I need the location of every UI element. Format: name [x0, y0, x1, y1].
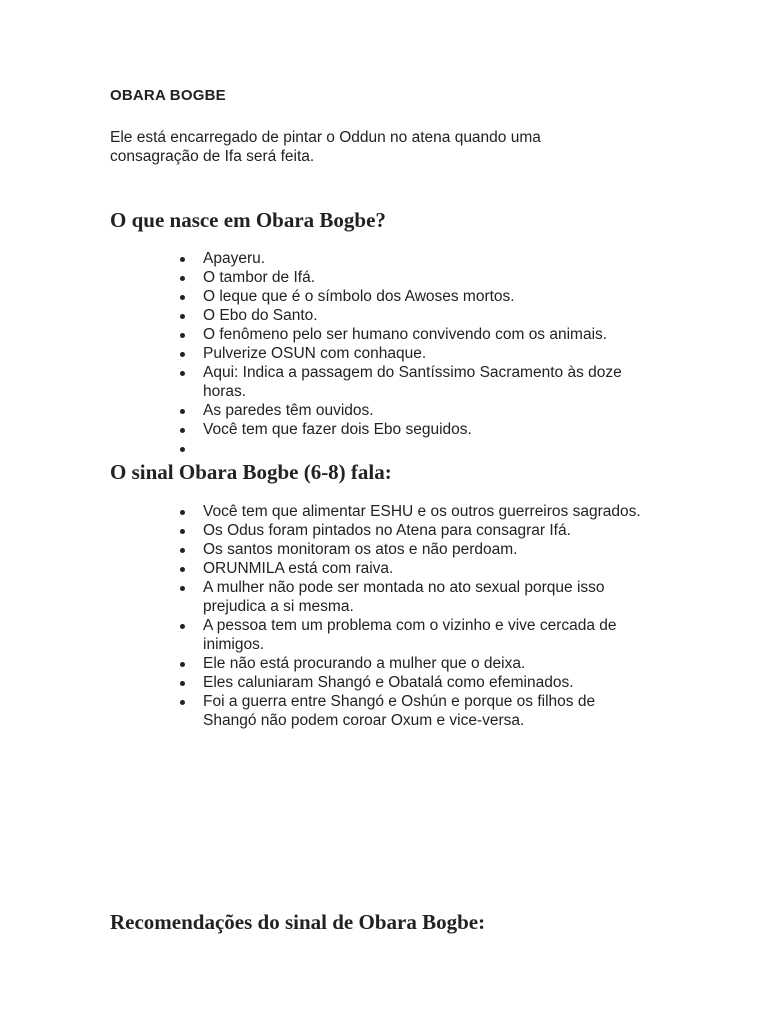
what-is-born-list — [178, 249, 648, 458]
list-item: Os Odus foram pintados no Atena para consagrar Ifá. — [178, 521, 648, 540]
list-item: Você tem que fazer dois Ebo seguidos. — [178, 420, 648, 439]
list-item: Os santos monitoram os atos e não perdoam. — [178, 540, 648, 559]
list-item: Ele não está procurando a mulher que o deixa. — [178, 654, 648, 673]
list-item: O Ebo do Santo. — [178, 306, 648, 325]
list-item: Você tem que alimentar ESHU e os outros guerreiros sagrados. — [178, 502, 648, 521]
list-item: Eles caluniaram Shangó e Obatalá como efeminados. — [178, 673, 648, 692]
document-title: OBARA BOGBE — [110, 87, 226, 104]
list-item: O leque que é o símbolo dos Awoses mortos. — [178, 287, 648, 306]
list-item: O tambor de Ifá. — [178, 268, 648, 287]
section-heading-what-is-born: O que nasce em Obara Bogbe? — [110, 208, 386, 232]
list-item: Apayeru. — [178, 249, 648, 268]
list-item: Pulverize OSUN com conhaque. — [178, 344, 648, 363]
list-item: ORUNMILA está com raiva. — [178, 559, 648, 578]
section-heading-sign-speaks: O sinal Obara Bogbe (6-8) fala: — [110, 460, 392, 484]
list-item: A mulher não pode ser montada no ato sexual porque isso prejudica a si mesma. — [178, 578, 648, 616]
list-item: A pessoa tem um problema com o vizinho e vive cercada de inimigos. — [178, 616, 648, 654]
list-item: Aqui: Indica a passagem do Santíssimo Sacramento às doze horas. — [178, 363, 648, 401]
list-item: O fenômeno pelo ser humano convivendo com os animais. — [178, 325, 648, 344]
intro-paragraph: Ele está encarregado de pintar o Oddun no atena quando uma consagração de Ifa será feita. — [110, 129, 541, 165]
sign-speaks-list — [178, 502, 648, 730]
section-heading-recommendations: Recomendações do sinal de Obara Bogbe: — [110, 910, 486, 934]
list-item: Foi a guerra entre Shangó e Oshún e porque os filhos de Shangó não podem coroar Oxum e vice-versa. — [178, 692, 648, 730]
list-item-empty — [178, 439, 648, 458]
list-item: As paredes têm ouvidos. — [178, 401, 648, 420]
